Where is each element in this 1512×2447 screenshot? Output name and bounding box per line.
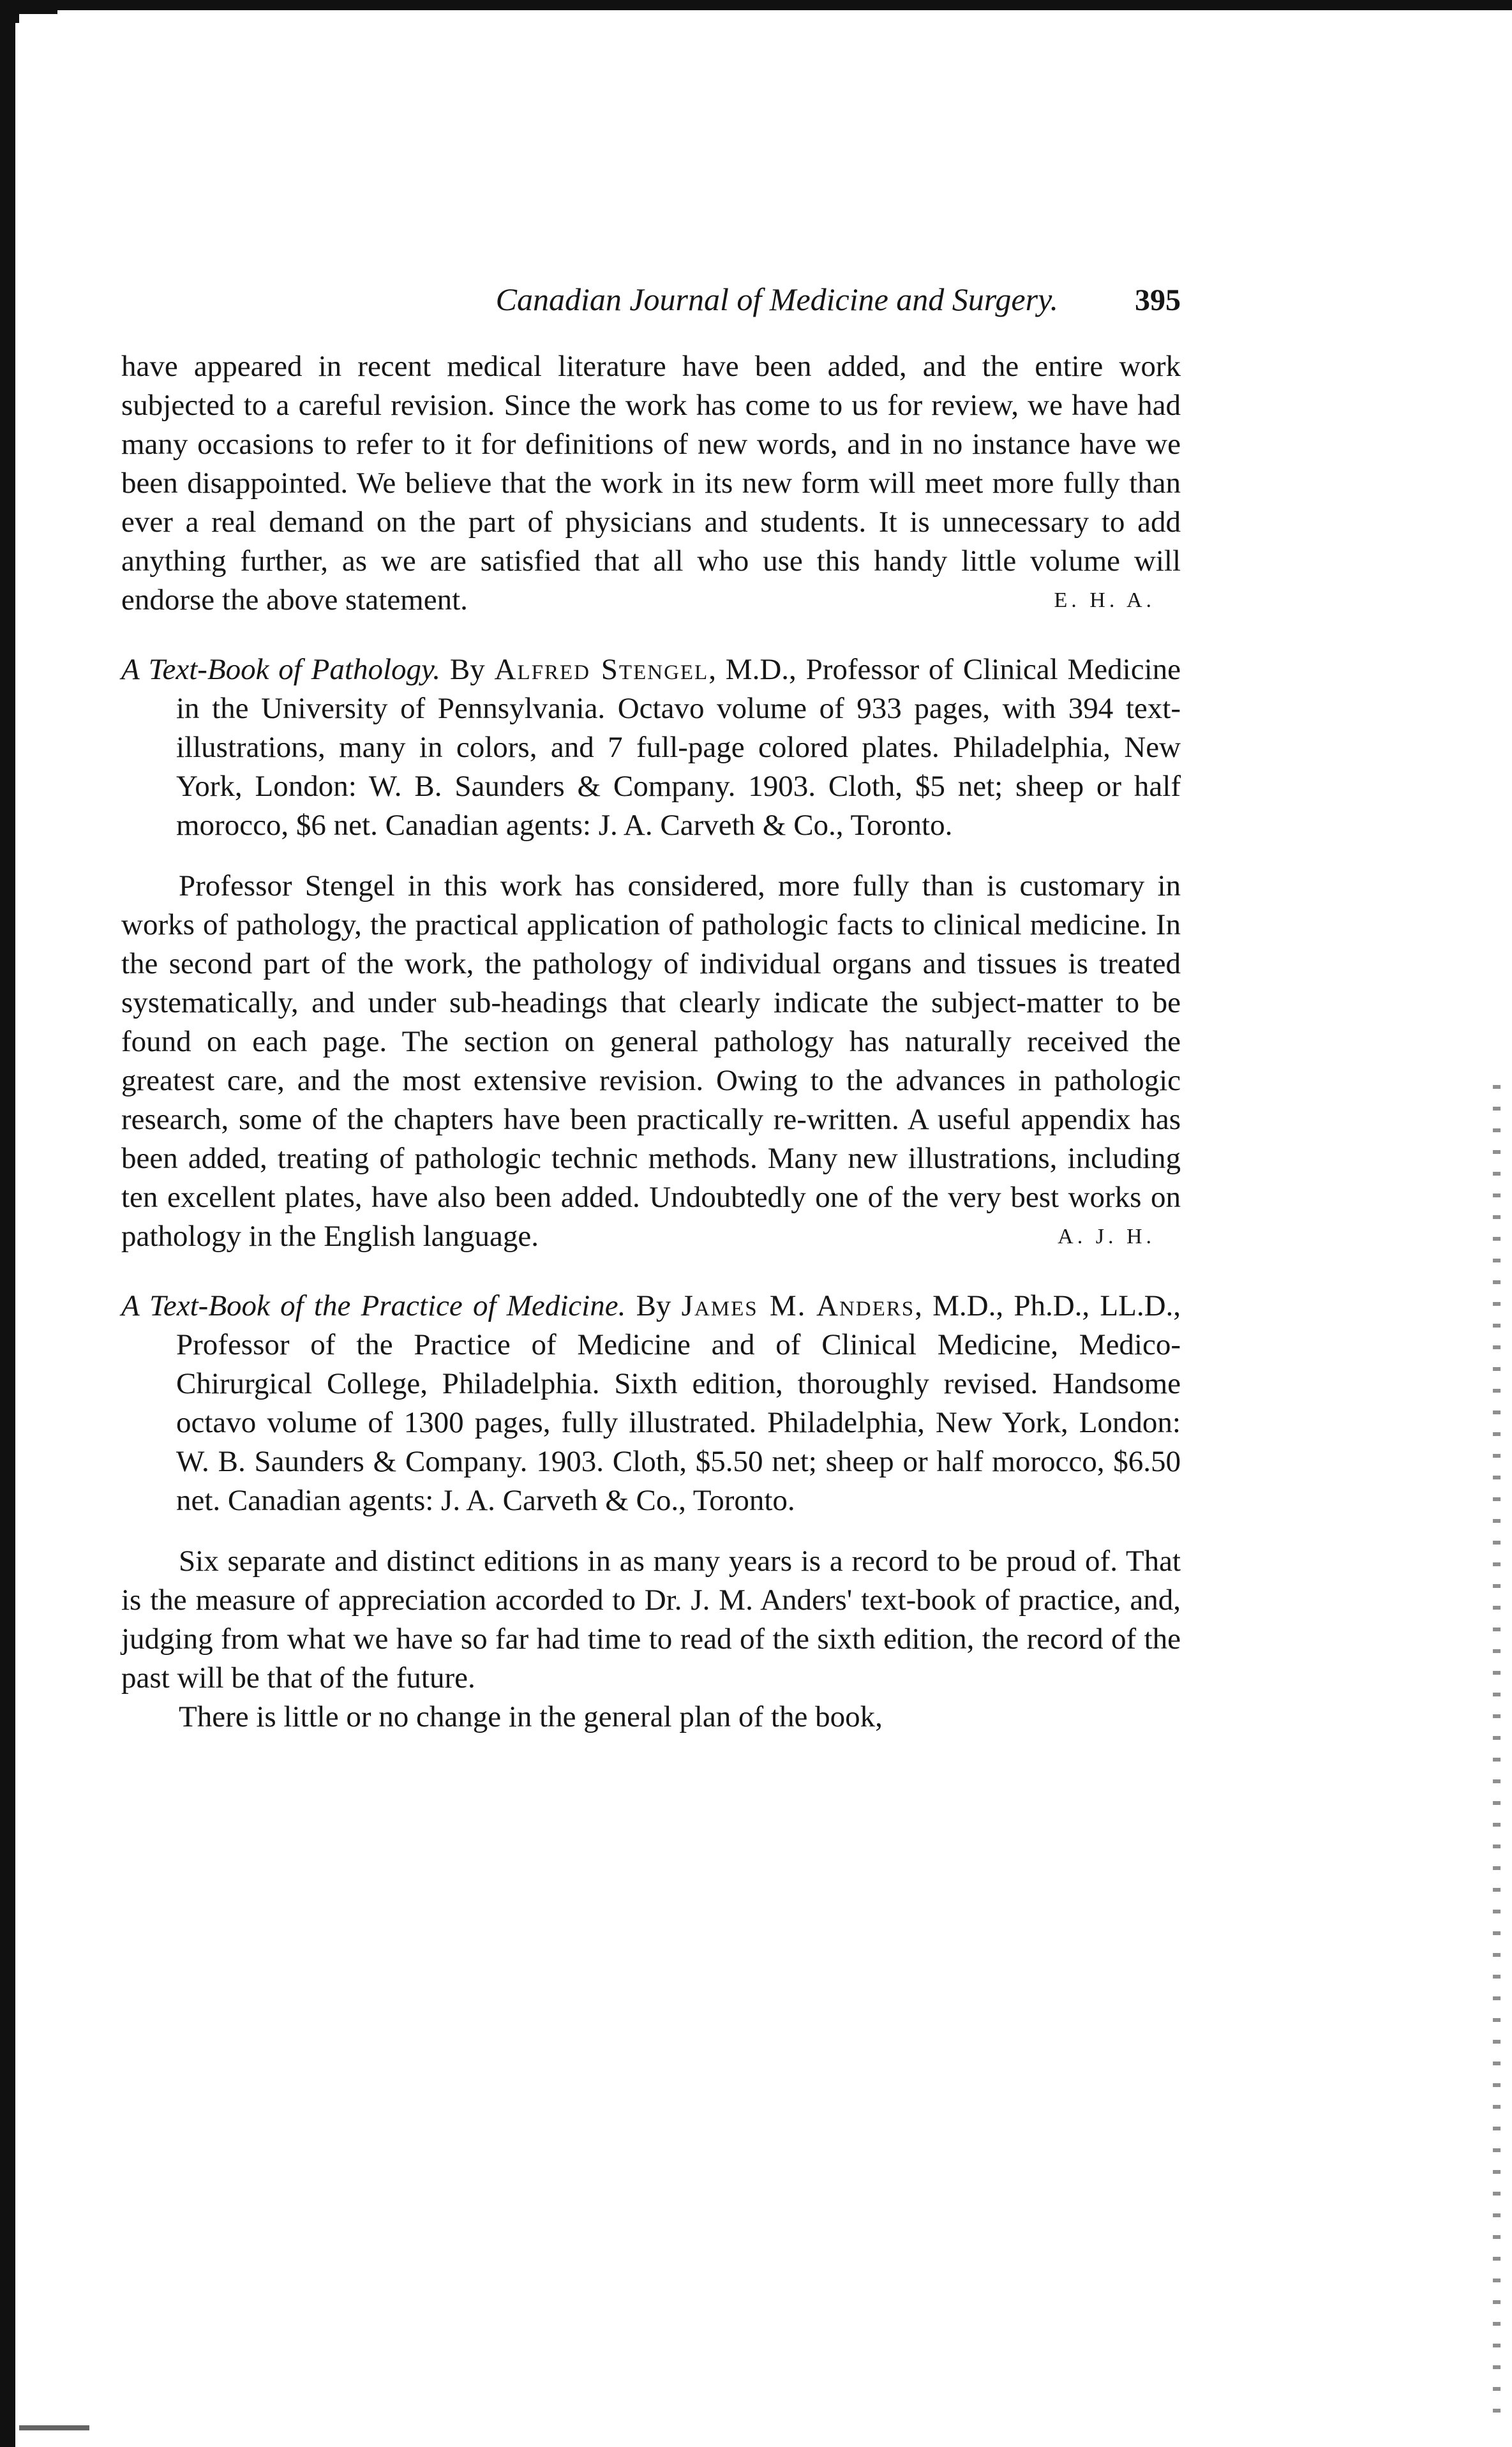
journal-title: Canadian Journal of Medicine and Surgery. — [495, 281, 1058, 317]
review-body-text: Professor Stengel in this work has considered, more fully than is customary in works of pathology, the practical application of pathologic facts to clinical medicine. In the second part of the work, the pathology of individual organs and tissues is treated systematically, and under sub-headings that clearly indicate the subject-matter to be found on each page. The section on general pathology has naturally received the greatest care, and the most extensive revision. Owing to the advances in pathologic research, some of the chapters have been practically re-written. A useful appendix has been added, treating of pathologic technic methods. Many new illustrations, including ten excellent plates, have also been added. Undoubtedly one of the very best works on pathology in the English language. — [121, 869, 1181, 1253]
scan-edge-top — [0, 0, 1512, 10]
book-entry-medicine — [121, 1287, 1181, 1520]
scan-corner-mark — [15, 10, 57, 23]
book-author: Alfred Stengel — [494, 653, 709, 686]
book-by: By — [636, 1289, 671, 1322]
book-details: , M.D., Ph.D., LL.D., Professor of the Practice of Medicine and of Clinical Medicine, Medico-Chirurgical College, Philadelphia. Sixth edition, thoroughly revised. Handsome octavo volume of 1300 pages, fully illustrated. Philadelphia, New York, London: W. B. Saunders & Company. 1903. Cloth, $5.50 net; sheep or half morocco, $6.50 net. Canadian agents: J. A. Carveth & Co., Toronto. — [176, 1289, 1181, 1517]
review-continuation — [121, 347, 1181, 620]
page-number: 395 — [1135, 283, 1181, 317]
review-body-medicine-2: There is little or no change in the general plan of the book, — [179, 1700, 883, 1733]
section-gap — [121, 1256, 1181, 1287]
scan-edge-right-dots — [1493, 1085, 1501, 2425]
page-content — [121, 281, 1181, 1737]
scan-edge-left — [0, 0, 15, 2447]
review-body-pathology — [121, 867, 1181, 1256]
reviewer-signature: A. J. H. — [1058, 1225, 1155, 1248]
book-title: A Text-Book of Pathology. — [121, 653, 441, 686]
book-author: James M. Anders — [681, 1289, 915, 1322]
review-continuation-text: have appeared in recent medical literature have been added, and the entire work subjected to a careful revision. Since the work has come to us for review, we have had many occasions to refer to it for definitions of new words, and in no instance have we been disappointed. We believe that the work in its new form will meet more fully than ever a real demand on the part of physicians and students. It is unnecessary to add anything further, as we are satisfied that all who use this handy little volume will endorse the above statement. — [121, 350, 1181, 617]
paragraph-gap — [121, 845, 1181, 867]
reviewer-signature: E. H. A. — [1054, 588, 1155, 612]
book-title: A Text-Book of the Practice of Medicine. — [121, 1289, 626, 1322]
book-details: , M.D., Professor of Clinical Medicine in the University of Pennsylvania. Octavo volume of 933 pages, with 394 text-illustrations, many in colors, and 7 full-page colored plates. Philadelphia, New York, London: W. B. Saunders & Company. 1903. Cloth, $5 net; sheep or half morocco, $6 net. Canadian agents: J. A. Carveth & Co., Toronto. — [176, 653, 1181, 842]
running-header — [121, 281, 1181, 338]
scan-bottom-mark — [19, 2425, 89, 2430]
book-entry-pathology — [121, 650, 1181, 845]
section-gap — [121, 620, 1181, 650]
book-by: By — [449, 653, 485, 686]
review-body-medicine-1: Six separate and distinct editions in as many years is a record to be proud of. That is the measure of appreciation accorded to Dr. J. M. Anders' text-book of practice, and, judging from what we have so far had time to read of the sixth edition, the record of the past will be that of the future. — [121, 1545, 1181, 1695]
paragraph-gap — [121, 1520, 1181, 1542]
